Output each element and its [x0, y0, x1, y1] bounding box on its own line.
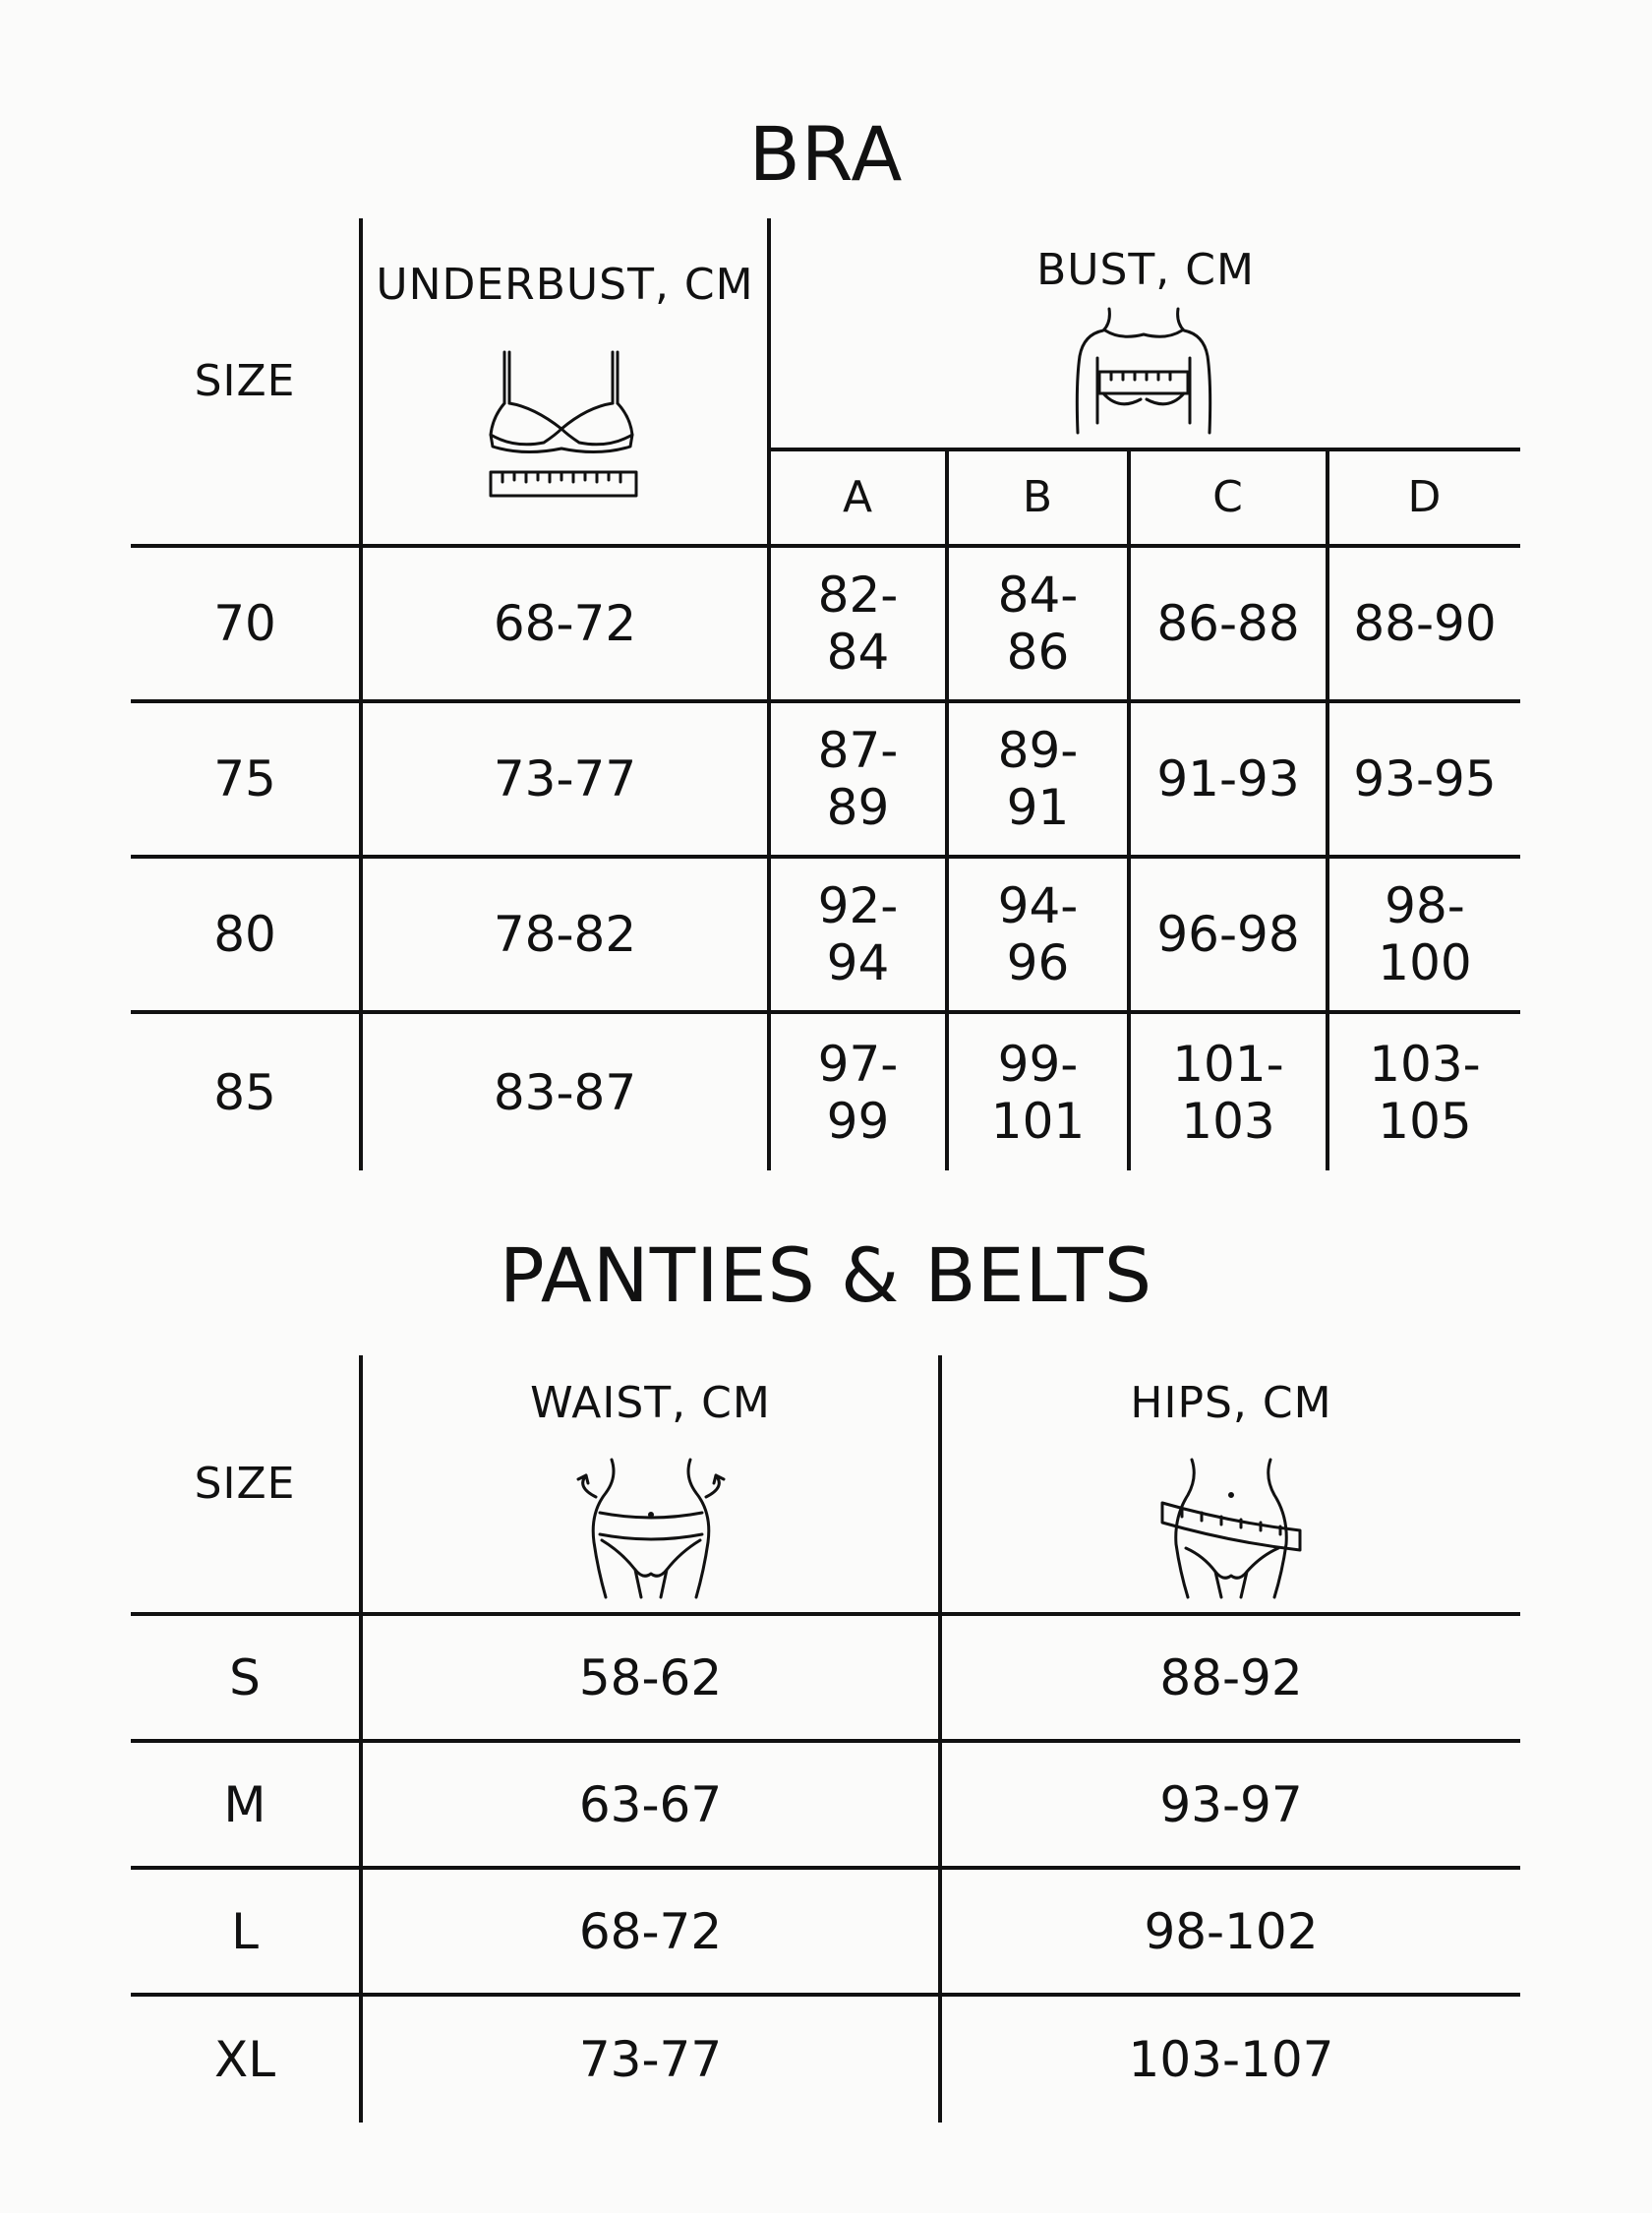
bra-size-cell: 80 — [213, 906, 276, 963]
hips-cell: 103-107 — [1128, 2031, 1334, 2088]
cup-c-header: C — [1212, 472, 1244, 522]
waist-cell: 63-67 — [578, 1775, 723, 1833]
bra-size-cell: 85 — [213, 1063, 276, 1121]
bust-d-cell: 103- 105 — [1369, 1035, 1481, 1150]
underbust-header: UNDERBUST, CM — [376, 260, 754, 310]
underbust-cell: 73-77 — [493, 750, 637, 807]
cup-a-header: A — [842, 472, 874, 522]
panties-title: PANTIES & BELTS — [499, 1231, 1153, 1319]
bra-title: BRA — [748, 110, 904, 198]
waist-cell: 73-77 — [578, 2031, 723, 2088]
waist-cell: 58-62 — [578, 1648, 723, 1706]
bust-d-cell: 98- 100 — [1378, 877, 1472, 991]
bust-d-cell: 93-95 — [1353, 750, 1497, 807]
bust-a-cell: 82- 84 — [817, 567, 899, 681]
bust-a-cell: 97- 99 — [817, 1035, 899, 1150]
bra-size-header: SIZE — [194, 355, 296, 406]
hips-header: HIPS, CM — [1130, 1378, 1332, 1428]
bust-c-cell: 86-88 — [1156, 595, 1300, 652]
bust-header: BUST, CM — [1036, 245, 1255, 295]
bust-c-cell: 91-93 — [1156, 750, 1300, 807]
bust-b-cell: 84- 86 — [997, 567, 1079, 681]
bust-b-cell: 89- 91 — [997, 722, 1079, 836]
panties-size-cell: M — [223, 1775, 266, 1833]
underbust-cell: 83-87 — [493, 1063, 637, 1121]
bust-a-cell: 92- 94 — [817, 877, 899, 991]
panties-size-cell: S — [229, 1648, 261, 1706]
underbust-cell: 68-72 — [493, 595, 637, 652]
waist-cell: 68-72 — [578, 1902, 723, 1960]
underbust-cell: 78-82 — [493, 906, 637, 963]
hips-cell: 93-97 — [1159, 1775, 1303, 1833]
bust-a-cell: 87- 89 — [817, 722, 899, 836]
cup-d-header: D — [1407, 472, 1443, 522]
bust-b-cell: 99- 101 — [990, 1035, 1086, 1150]
bust-b-cell: 94- 96 — [997, 877, 1079, 991]
panties-size-cell: L — [231, 1902, 259, 1960]
bra-size-cell: 70 — [213, 595, 276, 652]
bust-d-cell: 88-90 — [1353, 595, 1497, 652]
waist-measurement-icon — [572, 1454, 730, 1601]
waist-header: WAIST, CM — [530, 1378, 771, 1428]
panties-size-cell: XL — [213, 2031, 276, 2088]
cup-b-header: B — [1022, 472, 1054, 522]
hips-cell: 98-102 — [1144, 1902, 1319, 1960]
bra-size-cell: 75 — [213, 750, 276, 807]
hips-measurement-icon — [1152, 1454, 1310, 1601]
hips-cell: 88-92 — [1159, 1648, 1303, 1706]
panties-size-header: SIZE — [194, 1458, 296, 1509]
bra-with-measuring-tape-icon — [485, 346, 642, 504]
torso-bust-measurement-icon — [1070, 305, 1217, 437]
bust-c-cell: 101- 103 — [1172, 1035, 1284, 1150]
bust-c-cell: 96-98 — [1156, 906, 1300, 963]
